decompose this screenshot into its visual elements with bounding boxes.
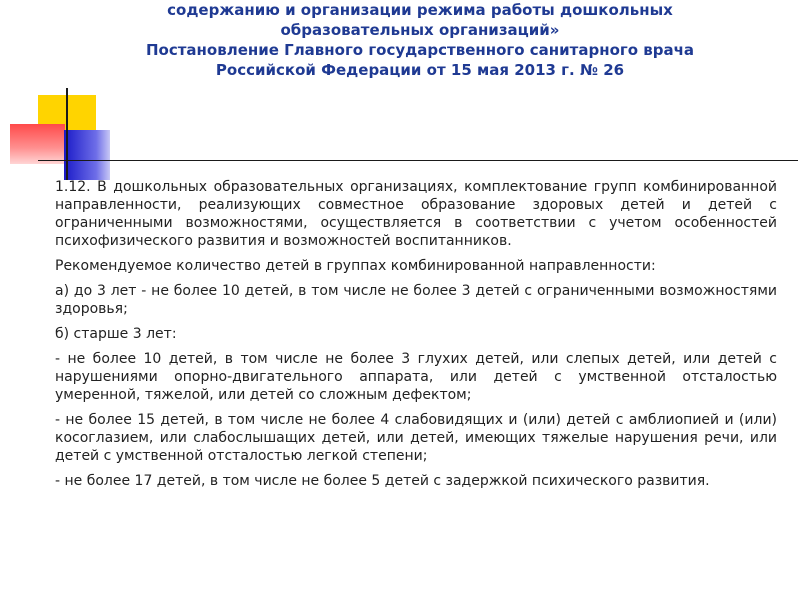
title-line-2: образовательных организаций» bbox=[280, 21, 560, 39]
paragraph-limit-15: - не более 15 детей, в том числе не более 4 слабовидящих и (или) детей с амблиопией и (или) косоглазием, или слабослышащих детей, или детей, имеющих тяжелые нарушения речи, или детей с умственной отсталостью легкой степени; bbox=[55, 412, 777, 464]
paragraph-over-3: б) старше 3 лет: bbox=[55, 326, 177, 342]
paragraph-under-3: а) до 3 лет - не более 10 детей, в том числе не более 3 детей с ограниченными возможностями здоровья; bbox=[55, 283, 777, 317]
title-line-3: Постановление Главного государственного санитарного врача bbox=[145, 41, 695, 59]
slide-title bbox=[120, 0, 720, 80]
title-line-4: Российской Федерации от 15 мая 2013 г. № 26 bbox=[215, 61, 625, 79]
title-line-1: содержанию и организации режима работы дошкольных bbox=[167, 1, 673, 19]
decor-vertical-line bbox=[66, 88, 68, 180]
paragraph-limit-17: - не более 17 детей, в том числе не более 5 детей с задержкой психического развития. bbox=[55, 473, 710, 489]
decor-blue-square bbox=[64, 130, 110, 180]
slide-body bbox=[55, 178, 777, 497]
decor-horizontal-line bbox=[38, 160, 798, 161]
paragraph-recommended: Рекомендуемое количество детей в группах комбинированной направленности: bbox=[55, 258, 656, 274]
decor-red-square bbox=[10, 124, 65, 164]
paragraph-intro: 1.12. В дошкольных образовательных организациях, комплектование групп комбинированной направленности, реализующих совместное образование здоровых детей и детей с ограниченными возможностями, осуществляется в соответствии с учетом особенностей психофизического развития и возможностей воспитанников. bbox=[55, 179, 777, 249]
paragraph-limit-10: - не более 10 детей, в том числе не более 3 глухих детей, или слепых детей, или детей с нарушениями опорно-двигательного аппарата, или детей с умственной отсталостью умеренной, тяжелой, или детей со сложным дефектом; bbox=[55, 351, 777, 403]
